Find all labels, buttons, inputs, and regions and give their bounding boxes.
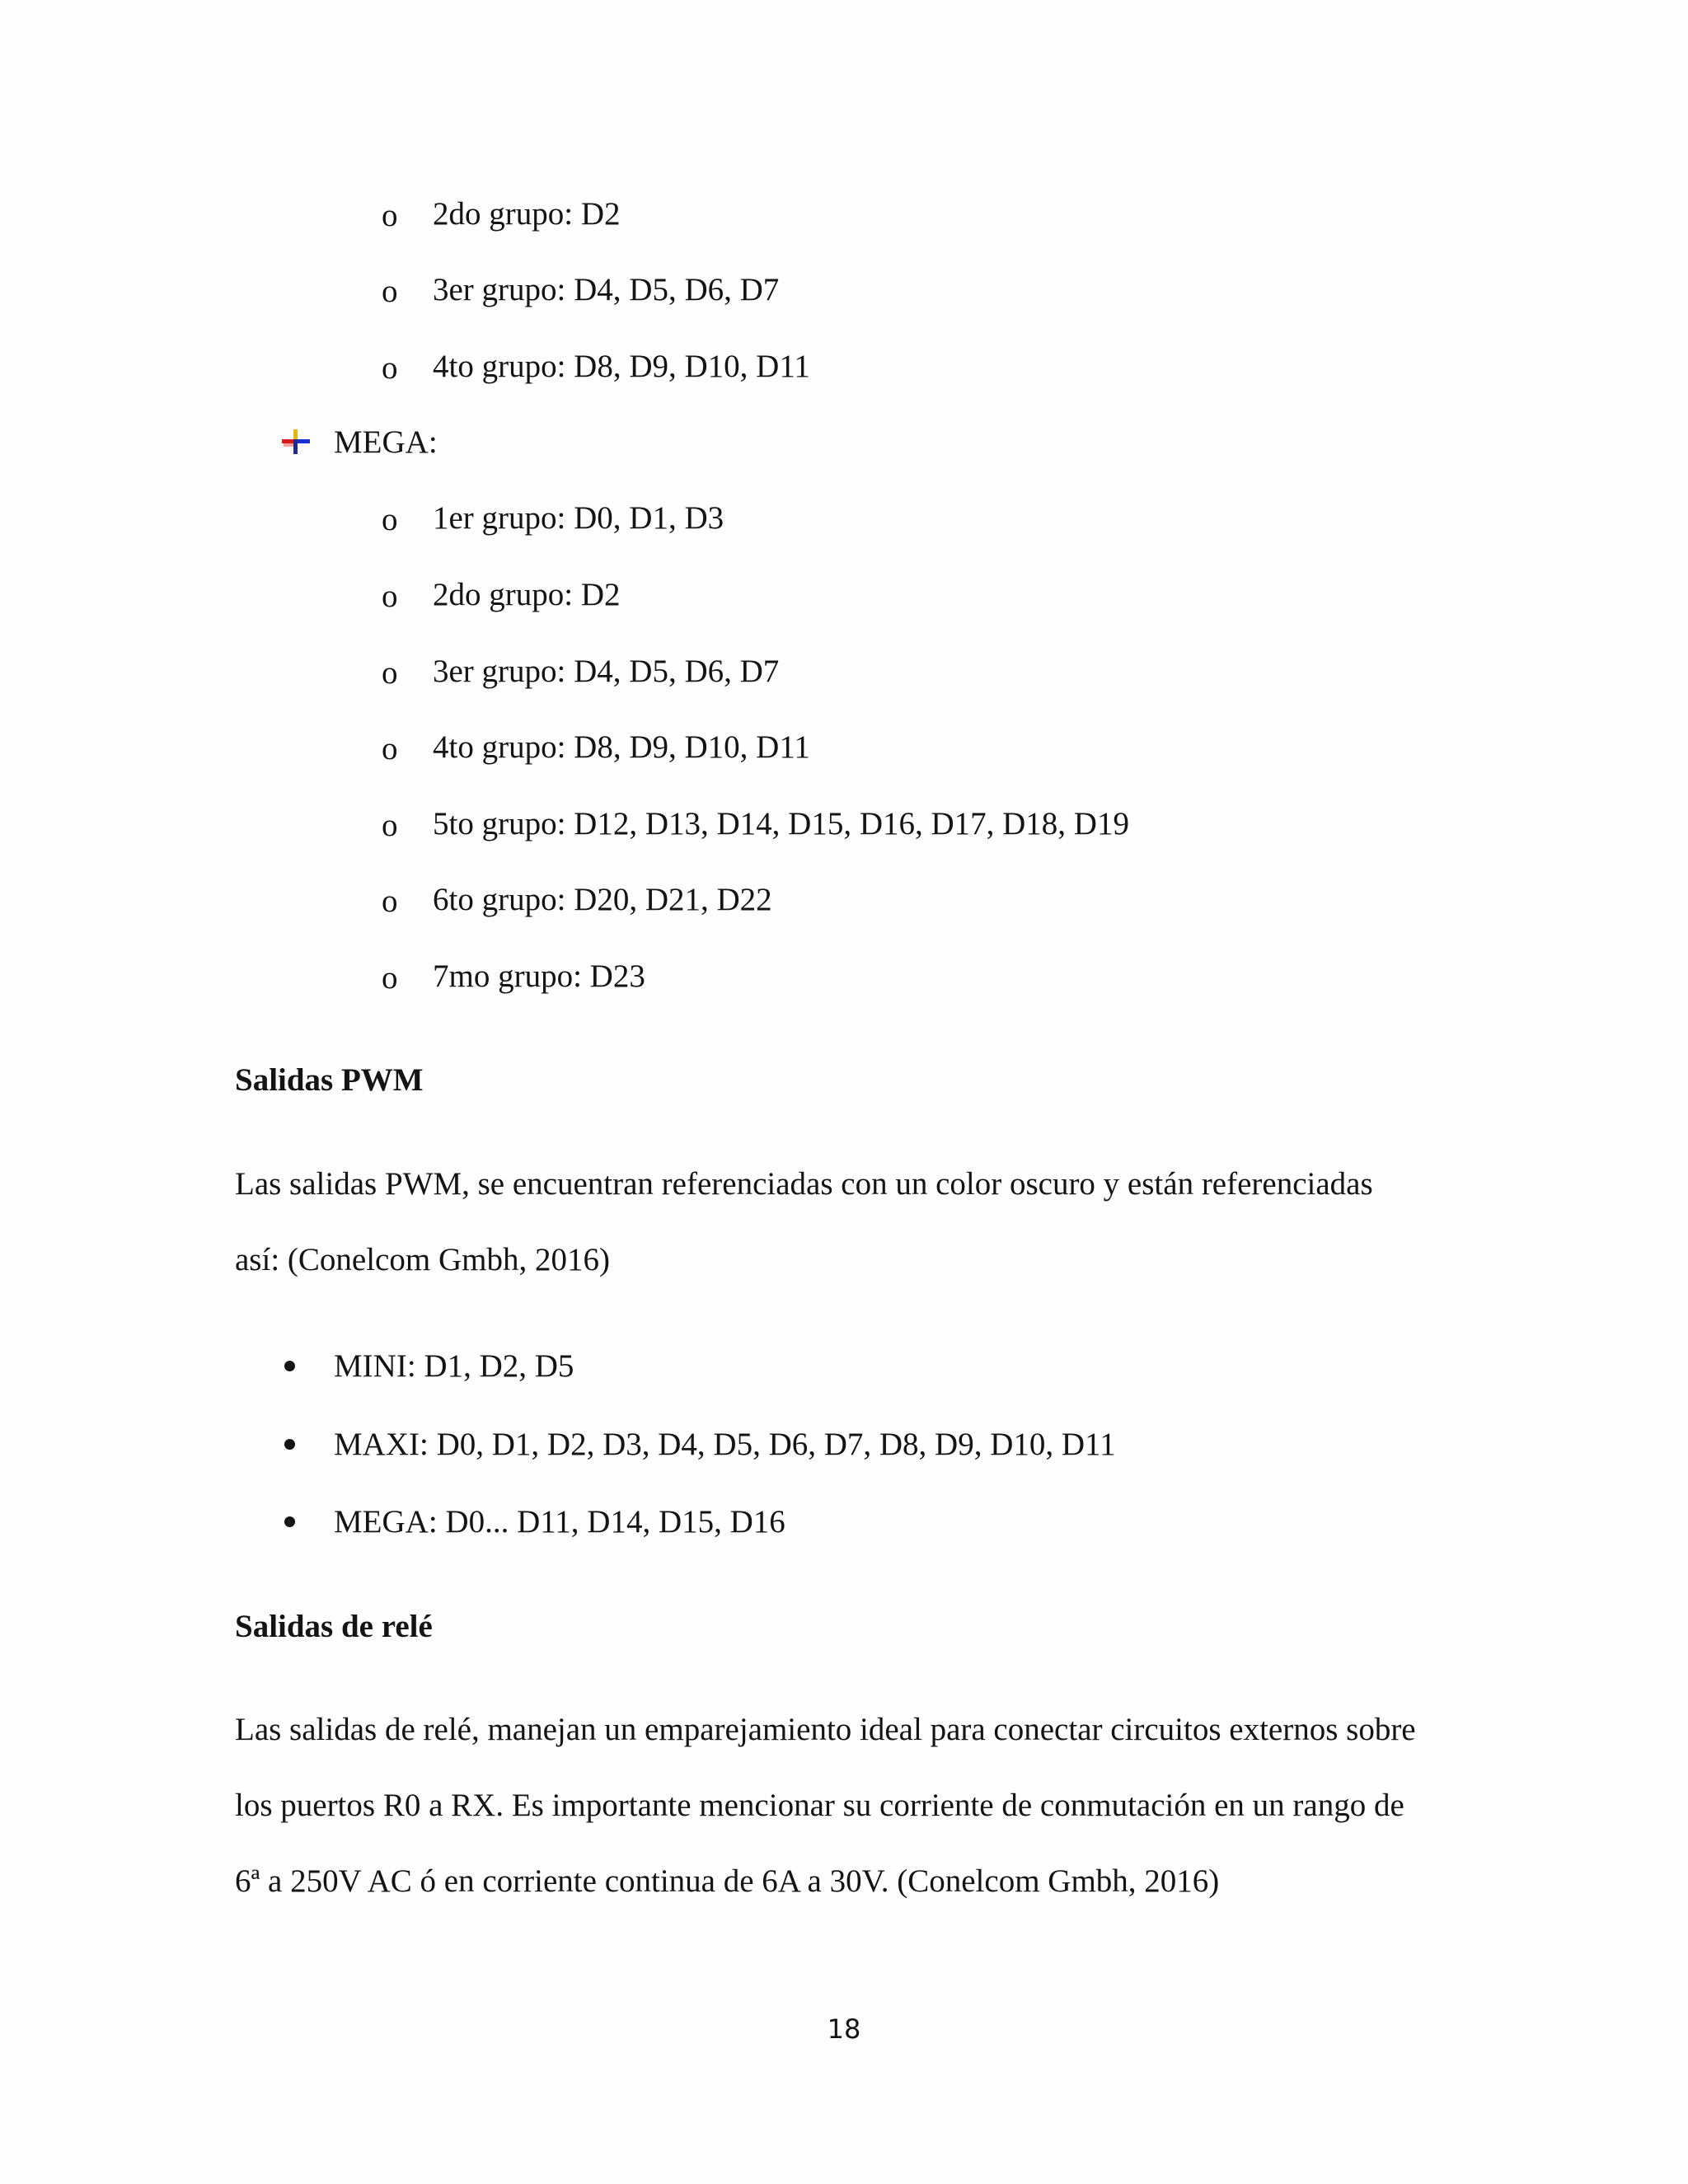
sub-bullet-glyph: o [382, 579, 398, 614]
plus-arrow-bullet-icon [282, 428, 310, 456]
sub-bullet-glyph: o [382, 655, 398, 691]
list-item: 2do grupo: D2 [433, 196, 621, 232]
sub-bullet-glyph: o [382, 502, 398, 537]
page-number: 18 [827, 2013, 861, 2045]
list-item: 2do grupo: D2 [433, 577, 621, 612]
sub-bullet-glyph: o [382, 731, 398, 766]
paragraph-line: 6ª a 250V AC ó en corriente continua de 6A a 30V. (Conelcom Gmbh, 2016) [235, 1863, 1220, 1899]
list-item: 7mo grupo: D23 [433, 958, 645, 994]
mega-label: MEGA: [334, 424, 438, 460]
list-item: MINI: D1, D2, D5 [334, 1348, 574, 1384]
list-item: MAXI: D0, D1, D2, D3, D4, D5, D6, D7, D8, D9, D10, D11 [334, 1427, 1116, 1462]
section-heading-pwm: Salidas PWM [235, 1062, 424, 1098]
sub-bullet-glyph: o [382, 808, 398, 843]
paragraph-line: así: (Conelcom Gmbh, 2016) [235, 1242, 610, 1277]
paragraph-line: Las salidas PWM, se encuentran referenciadas con un color oscuro y están referenciadas [235, 1166, 1373, 1202]
paragraph-line: los puertos R0 a RX. Es importante mencionar su corriente de conmutación en un rango de [235, 1788, 1404, 1823]
list-item: 4to grupo: D8, D9, D10, D11 [433, 349, 810, 384]
section-heading-relay: Salidas de relé [235, 1609, 433, 1644]
sub-bullet-glyph: o [382, 960, 398, 996]
bullet-dot [284, 1361, 295, 1371]
sub-bullet-glyph: o [382, 350, 398, 386]
list-item: 3er grupo: D4, D5, D6, D7 [433, 654, 780, 689]
list-item: 3er grupo: D4, D5, D6, D7 [433, 272, 780, 307]
list-item: 6to grupo: D20, D21, D22 [433, 882, 772, 917]
paragraph-line: Las salidas de relé, manejan un emparejamiento ideal para conectar circuitos externos sobre [235, 1712, 1416, 1747]
bullet-dot [284, 1516, 295, 1527]
list-item: MEGA: D0... D11, D14, D15, D16 [334, 1504, 785, 1540]
sub-bullet-glyph: o [382, 274, 398, 309]
sub-bullet-glyph: o [382, 883, 398, 919]
sub-bullet-glyph: o [382, 198, 398, 233]
list-item: 5to grupo: D12, D13, D14, D15, D16, D17, D18, D19 [433, 806, 1129, 841]
bullet-dot [284, 1439, 295, 1450]
list-item: 1er grupo: D0, D1, D3 [433, 500, 724, 536]
list-item: 4to grupo: D8, D9, D10, D11 [433, 729, 810, 765]
